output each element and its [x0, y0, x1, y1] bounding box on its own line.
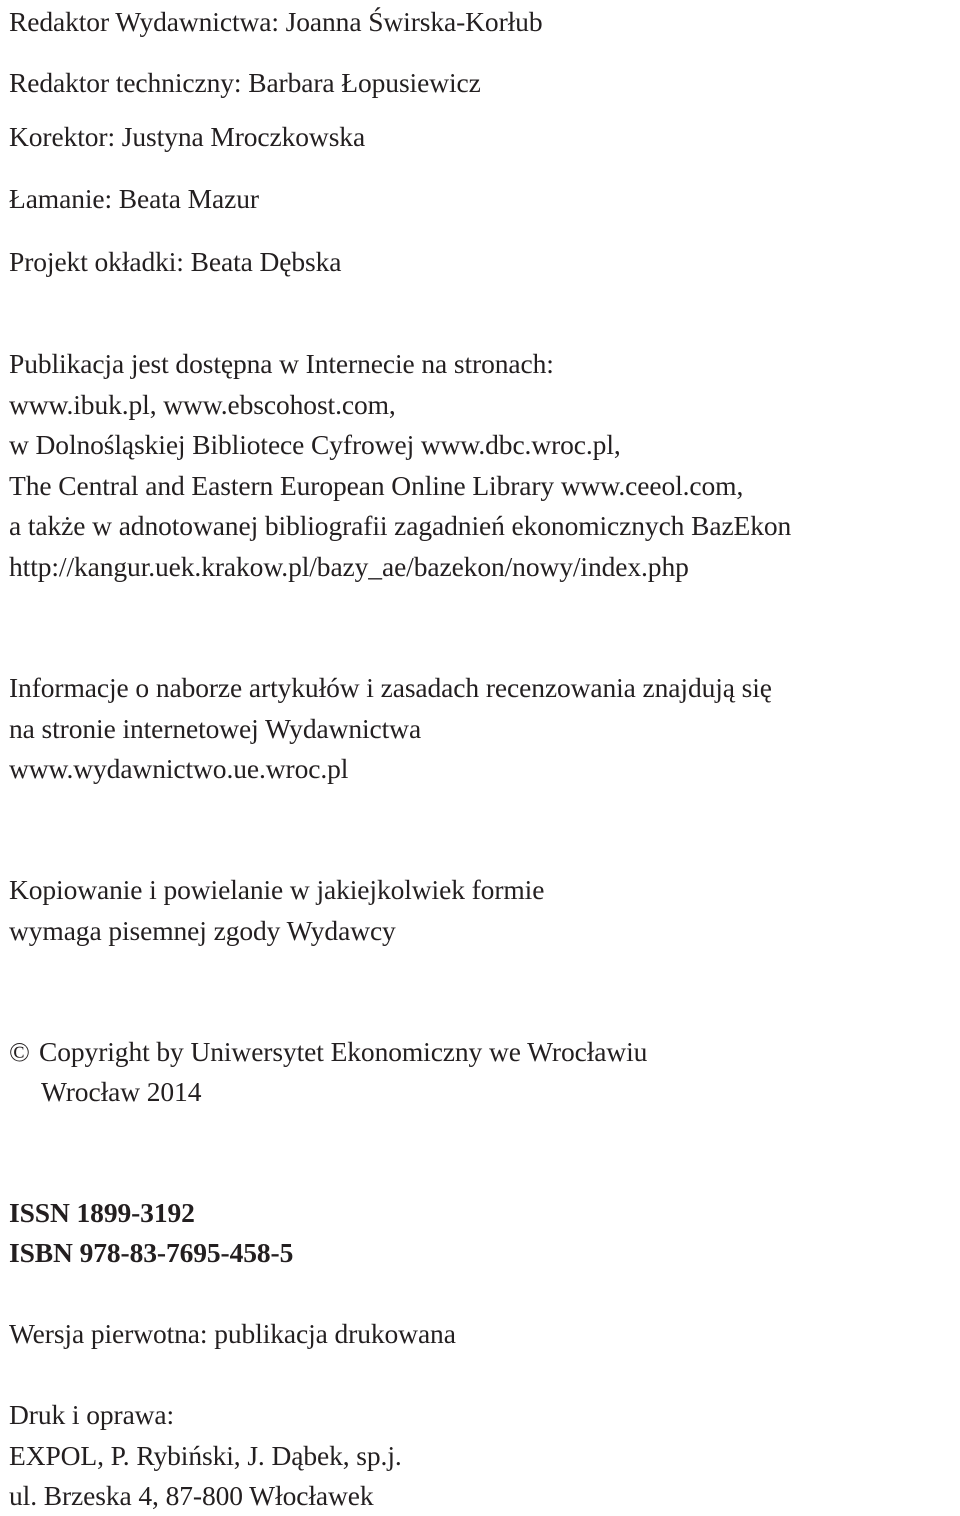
availability-line: w Dolnośląskiej Bibliotece Cyfrowej www.dbc.wroc.pl, [9, 429, 621, 460]
copyright-line [9, 1035, 647, 1069]
version-note: Wersja pierwotna: publikacja drukowana [9, 1318, 456, 1349]
technical-editor-credit: Redaktor techniczny: Barbara Łopusiewicz [9, 67, 481, 98]
availability-line: The Central and Eastern European Online Library www.ceeol.com, [9, 470, 744, 501]
publisher-website: www.wydawnictwo.ue.wroc.pl [9, 753, 349, 784]
proofreader-credit: Korektor: Justyna Mroczkowska [9, 121, 366, 152]
copyright-holder: Copyright by Uniwersytet Ekonomiczny we Wrocławiu [39, 1036, 648, 1067]
availability-line: Publikacja jest dostępna w Internecie na stronach: [9, 348, 554, 379]
submissions-line: Informacje o naborze artykułów i zasadach recenzowania znajdują się [9, 672, 772, 703]
copyright-icon: © [9, 1036, 30, 1067]
bazekon-url: http://kangur.uek.krakow.pl/bazy_ae/bazekon/nowy/index.php [9, 551, 689, 582]
editor-credit: Redaktor Wydawnictwa: Joanna Świrska-Korłub [9, 6, 543, 37]
isbn: ISBN 978-83-7695-458-5 [9, 1237, 294, 1268]
cover-design-credit: Projekt okładki: Beata Dębska [9, 246, 342, 277]
issn: ISSN 1899-3192 [9, 1197, 195, 1228]
copying-notice-line: Kopiowanie i powielanie w jakiejkolwiek formie [9, 874, 545, 905]
submissions-line: na stronie internetowej Wydawnictwa [9, 713, 422, 744]
printing-label: Druk i oprawa: [9, 1399, 175, 1430]
printer-address: ul. Brzeska 4, 87-800 Włocławek [9, 1480, 374, 1511]
typesetting-credit: Łamanie: Beata Mazur [9, 183, 259, 214]
copying-notice-line: wymaga pisemnej zgody Wydawcy [9, 915, 396, 946]
availability-line: a także w adnotowanej bibliografii zagadnień ekonomicznych BazEkon [9, 510, 792, 541]
printer-name: EXPOL, P. Rybiński, J. Dąbek, sp.j. [9, 1440, 402, 1471]
copyright-place-year: Wrocław 2014 [41, 1076, 202, 1107]
availability-line: www.ibuk.pl, www.ebscohost.com, [9, 389, 396, 420]
